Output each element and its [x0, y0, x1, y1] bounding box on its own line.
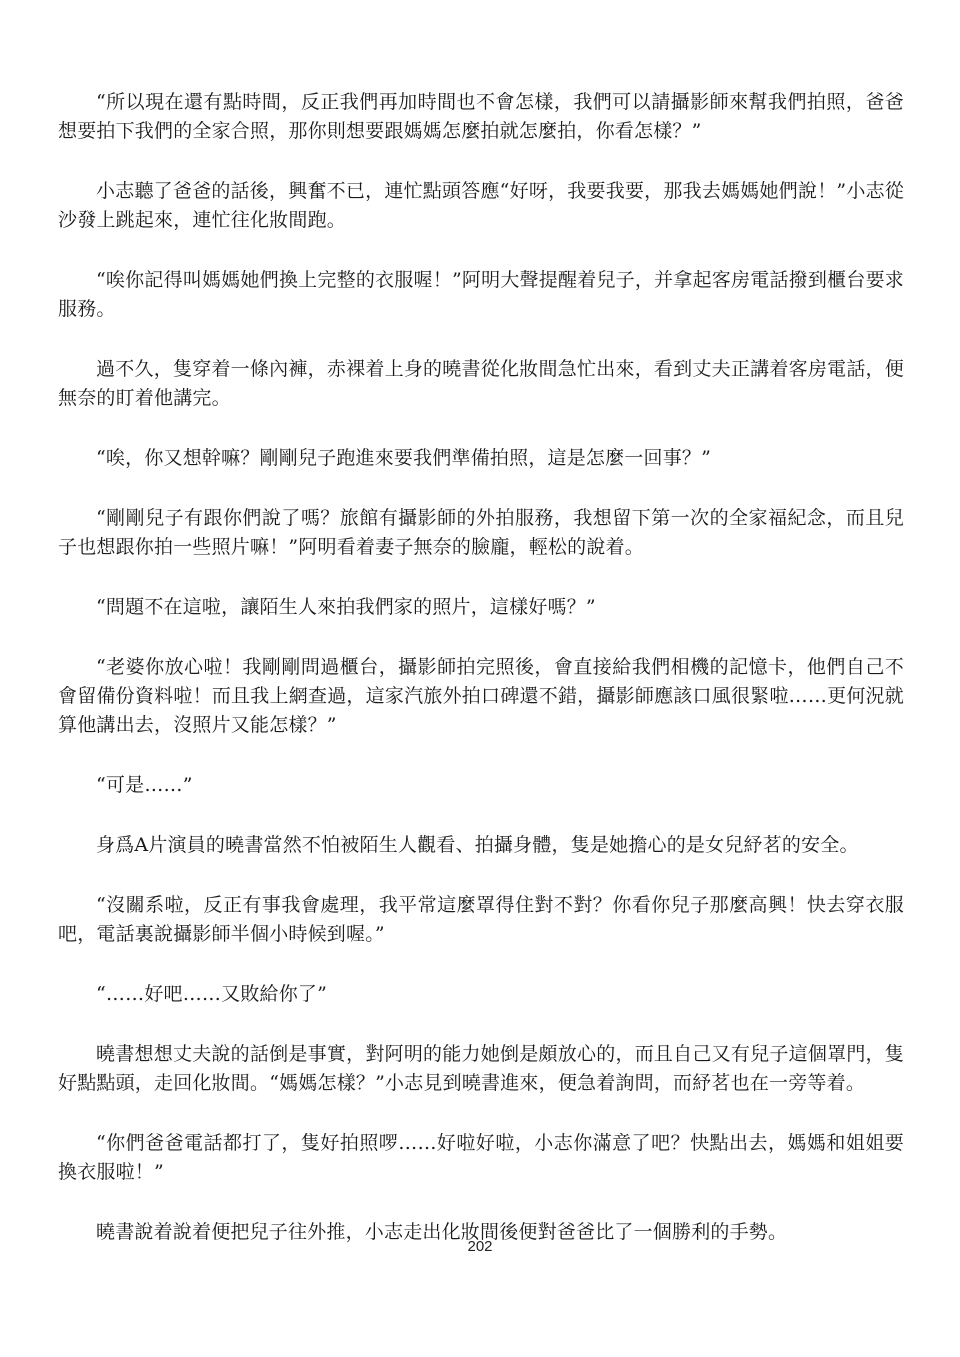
paragraph: “所以現在還有點時間，反正我們再加時間也不會怎樣，我們可以請攝影師來幫我們拍照，爸爸想要拍下我們的全家合照，那你則想要跟媽媽怎麼拍就怎麼拍，你看怎樣？” — [58, 91, 904, 142]
paragraph: “剛剛兒子有跟你們說了嗎？旅館有攝影師的外拍服務，我想留下第一次的全家福紀念，而且兒子也想跟你拍一些照片嘛！”阿明看着妻子無奈的臉龐，輕松的說着。 — [58, 507, 904, 558]
paragraph: “唉你記得叫媽媽她們換上完整的衣服喔！”阿明大聲提醒着兒子，并拿起客房電話撥到櫃台要求服務。 — [58, 269, 904, 320]
paragraph: “……好吧……又敗給你了” — [96, 983, 328, 1005]
paragraph: “唉，你又想幹嘛？剛剛兒子跑進來要我們準備拍照，這是怎麼一回事？” — [96, 447, 712, 469]
paragraph: “老婆你放心啦！我剛剛問過櫃台，攝影師拍完照後，會直接給我們相機的記憶卡，他們自己不會留備份資料啦！而且我上網查過，這家汽旅外拍口碑還不錯，攝影師應該口風很緊啦……更何況就算他講出去，沒照片又能怎樣？” — [58, 656, 904, 736]
paragraph: “沒關系啦，反正有事我會處理，我平常這麼罩得住對不對？你看你兒子那麼高興！快去穿衣服吧，電話裏說攝影師半個小時候到喔。” — [58, 894, 904, 945]
paragraph: 小志聽了爸爸的話後，興奮不已，連忙點頭答應“好呀，我要我要，那我去媽媽她們說！”小志從沙發上跳起來，連忙往化妝間跑。 — [58, 180, 904, 231]
paragraph: 曉書想想丈夫說的話倒是事實，對阿明的能力她倒是頗放心的，而且自己又有兒子這個罩門，隻好點點頭，走回化妝間。“媽媽怎樣？”小志見到曉書進來，便急着詢問，而紓茗也在一旁等着。 — [58, 1043, 904, 1094]
paragraph: “你們爸爸電話都打了，隻好拍照啰……好啦好啦，小志你滿意了吧？快點出去，媽媽和姐姐要換衣服啦！” — [58, 1132, 904, 1183]
paragraph: “問題不在這啦，讓陌生人來拍我們家的照片，這樣好嗎？” — [96, 596, 596, 618]
body-text — [58, 88, 904, 1278]
page-number: 202 — [467, 1238, 493, 1255]
paragraph: 過不久，隻穿着一條內褲，赤裸着上身的曉書從化妝間急忙出來，看到丈夫正講着客房電話，便無奈的盯着他講完。 — [58, 358, 904, 409]
paragraph: “可是……” — [96, 774, 193, 796]
paragraph: 曉書說着說着便把兒子往外推，小志走出化妝間後便對爸爸比了一個勝利的手勢。 — [96, 1221, 788, 1243]
paragraph: 身爲A片演員的曉書當然不怕被陌生人觀看、拍攝身體，隻是她擔心的是女兒紓茗的安全。 — [96, 834, 859, 856]
